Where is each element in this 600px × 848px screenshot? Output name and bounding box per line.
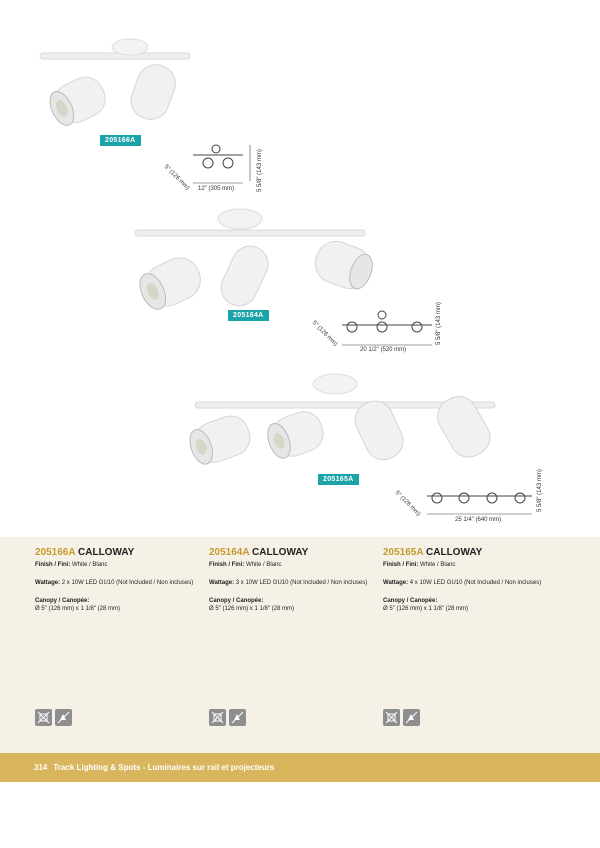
sku-tag: 205165A (318, 474, 359, 485)
page-number: 314 (34, 763, 48, 772)
product-heading (209, 547, 379, 558)
dimension-drawing-205164A (337, 305, 437, 350)
no-dimmer-icon (383, 709, 400, 726)
dim-width: 12" (305 mm) (198, 186, 235, 192)
specs-panel (0, 537, 600, 753)
sku: 205165A (383, 547, 424, 558)
sku: 205164A (209, 547, 250, 558)
canopy-value: Ø 5" (126 mm) x 1 1/8" (28 mm) (35, 606, 120, 612)
product-heading (383, 547, 553, 558)
product-name: CALLOWAY (252, 547, 309, 558)
wattage-line: Wattage: 3 x 10W LED GU10 (Not Included / Non incluses) (209, 580, 368, 586)
wattage-line: Wattage: 4 x 10W LED GU10 (Not Included / Non incluses) (383, 580, 542, 586)
spec-column (35, 547, 205, 612)
finish-line: Finish / Fini: White / Blanc (383, 562, 456, 568)
dim-depth: 5" (126 mm) (393, 490, 422, 518)
sku: 205166A (35, 547, 76, 558)
damp-location-icon (229, 709, 246, 726)
damp-location-icon (55, 709, 72, 726)
finish-line: Finish / Fini: White / Blanc (35, 562, 108, 568)
dim-width: 20 1/2" (520 mm) (360, 347, 407, 353)
dimension-drawing-205166A (188, 143, 258, 188)
damp-location-icon (403, 709, 420, 726)
dim-depth: 5" (126 mm) (310, 320, 339, 348)
sku-tag: 205164A (228, 310, 269, 321)
product-heading (35, 547, 205, 558)
feature-icons (209, 709, 246, 726)
canopy-label: Canopy / Canopée: (35, 598, 90, 604)
product-photo-205164A (130, 205, 380, 315)
product-photo-205166A (30, 35, 200, 135)
dim-depth: 5" (126 mm) (162, 164, 191, 192)
product-name: CALLOWAY (78, 547, 135, 558)
wattage-line: Wattage: 2 x 10W LED GU10 (Not Included / Non incluses) (35, 580, 194, 586)
dim-width: 25 1/4" (640 mm) (455, 517, 502, 523)
page-footer (0, 753, 600, 782)
dim-height: 5 5/8" (143 mm) (537, 469, 543, 512)
canopy-value: Ø 5" (126 mm) x 1 1/8" (28 mm) (209, 606, 294, 612)
finish-line: Finish / Fini: White / Blanc (209, 562, 282, 568)
feature-icons (35, 709, 72, 726)
no-dimmer-icon (209, 709, 226, 726)
canopy-label: Canopy / Canopée: (383, 598, 438, 604)
section-title: Track Lighting & Spots - Luminaires sur rail et projecteurs (53, 763, 275, 772)
canopy-label: Canopy / Canopée: (209, 598, 264, 604)
no-dimmer-icon (35, 709, 52, 726)
spec-column (209, 547, 379, 612)
feature-icons (383, 709, 420, 726)
spec-column (383, 547, 553, 612)
product-name: CALLOWAY (426, 547, 483, 558)
product-photo-205165A (185, 370, 505, 475)
canopy-value: Ø 5" (126 mm) x 1 1/8" (28 mm) (383, 606, 468, 612)
dim-height: 5 5/8" (143 mm) (257, 149, 263, 192)
dim-height: 5 5/8" (143 mm) (436, 302, 442, 345)
sku-tag: 205166A (100, 135, 141, 146)
